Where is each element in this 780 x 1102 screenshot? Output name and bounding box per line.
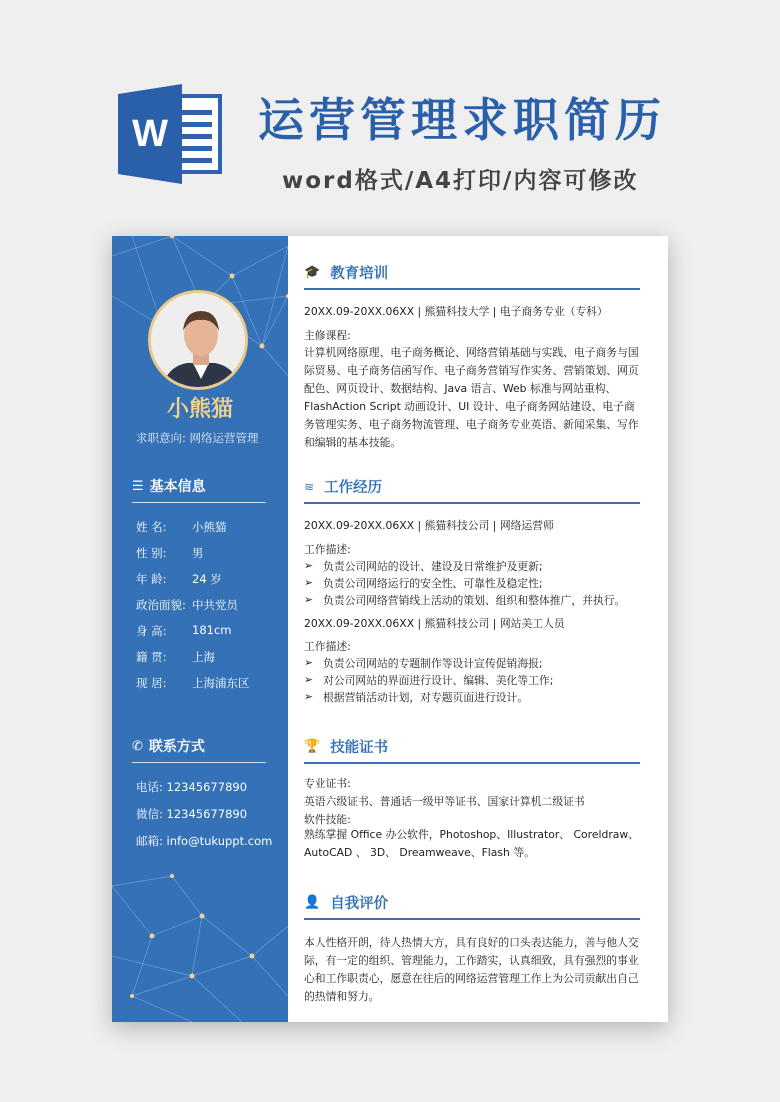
basic-info-header (132, 476, 266, 503)
job-2-item: ➢ 对公司网站的界面进行设计、编辑、美化等工作; (304, 673, 554, 687)
layers-icon: ≋ (304, 479, 315, 494)
job-2-desc-label: 工作描述: (304, 640, 351, 653)
self-eval-header (304, 892, 640, 920)
info-row-residence: 现 居: 上海浦东区 (136, 676, 250, 690)
job-intent (136, 430, 259, 446)
cert-text: 英语六级证书、普通话一级甲等证书、国家计算机二级证书 (304, 795, 585, 808)
list-icon: ☰ (132, 478, 144, 494)
contact-title: 联系方式 (148, 739, 205, 755)
job-1-item: ➢ 负责公司网络营销线上活动的策划、组织和整体推广，并执行。 (304, 593, 626, 607)
info-row-hometown: 籍 贯: 上海 (136, 650, 215, 664)
education-line: 20XX.09-20XX.06XX | 熊猫科技大学 | 电子商务专业（专科） (304, 305, 608, 318)
courses-text: 计算机网络原理、电子商务概论、网络营销基础与实践、电子商务与国际贸易、电子商务信函写作、电子商务营销写作实务、营销策划、网页 配色、网页设计、数据结构、Java 语言、Web 标准与网站重构、FlashAction Script 动画设计、UI 设计、电子商务网站建设、电子商务管理实务、电子商务物流管理、电子商务专业英语、新闻采集、写作和编辑的基本技能。 (304, 346, 639, 449)
job-1-desc-label: 工作描述: (304, 543, 351, 556)
trophy-icon: 🏆 (304, 739, 321, 754)
candidate-name: 小熊猫 (166, 397, 233, 422)
job-1-item: ➢ 负责公司网络运行的安全性、可靠性及稳定性; (304, 576, 543, 590)
info-row-age: 年 龄: 24 岁 (136, 572, 222, 586)
software-label: 软件技能: (304, 813, 351, 826)
arrow-bullet-icon: ➢ (304, 690, 314, 703)
info-row-name: 姓 名: 小熊猫 (136, 520, 227, 534)
info-row-height: 身 高: 181cm (136, 623, 232, 638)
person-icon: 👤 (304, 895, 321, 910)
cert-label: 专业证书: (304, 777, 351, 790)
arrow-bullet-icon: ➢ (304, 559, 314, 572)
skills-header (304, 736, 640, 764)
info-row-gender: 性 别: 男 (136, 546, 204, 560)
contact-phone: 电话: 12345677890 (136, 780, 248, 794)
self-eval-title: 自我评价 (330, 896, 389, 912)
word-logo-icon (116, 82, 224, 186)
software-text: 熟练掌握 Office 办公软件，Photoshop、Illustrator、 Coreldraw、AutoCAD 、 3D、 Dreamweave、Flash 等。 (304, 828, 640, 859)
resume-main (288, 236, 668, 1022)
self-eval-text: 本人性格开朗，待人热情大方，具有良好的口头表达能力，善与他人交际，有一定的组织、管理能力，工作踏实，认真细致，具有强烈的事业心和工作职责心，愿意在往后的网络运营管理工作上为公司贡献出自己的热情和努力。 (304, 936, 639, 1003)
job-2-line: 20XX.09-20XX.06XX | 熊猫科技公司 | 网站美工人员 (304, 617, 565, 630)
resume-sidebar (112, 236, 288, 1022)
page-subtitle: word格式/A4打印/内容可修改 (282, 168, 639, 194)
contact-email: 邮箱: info@tukuppt.com (136, 834, 273, 848)
courses-label: 主修课程: (304, 329, 351, 342)
arrow-bullet-icon: ➢ (304, 576, 314, 589)
job-intent-label: 求职意向: (136, 431, 186, 445)
svg-text:W: W (132, 113, 168, 155)
education-title: 教育培训 (330, 266, 389, 282)
contact-header (132, 736, 266, 763)
job-1-line: 20XX.09-20XX.06XX | 熊猫科技公司 | 网络运营师 (304, 519, 554, 532)
phone-icon: ✆ (132, 738, 143, 754)
arrow-bullet-icon: ➢ (304, 673, 314, 686)
info-row-political: 政治面貌: 中共党员 (136, 598, 238, 612)
basic-info-title: 基本信息 (149, 479, 206, 495)
resume-page (112, 236, 668, 1022)
skills-title: 技能证书 (330, 740, 389, 756)
page-title: 运营管理求职简历 (258, 93, 666, 147)
job-intent-value: 网络运营管理 (189, 431, 259, 445)
work-title: 工作经历 (324, 480, 383, 496)
arrow-bullet-icon: ➢ (304, 593, 314, 606)
arrow-bullet-icon: ➢ (304, 656, 314, 669)
contact-wechat: 微信: 12345677890 (136, 807, 248, 821)
job-2-item: ➢ 根据营销活动计划，对专题页面进行设计。 (304, 690, 529, 704)
graduation-cap-icon: 🎓 (304, 265, 321, 280)
avatar (148, 290, 248, 390)
work-header (304, 476, 640, 504)
education-header (304, 262, 640, 290)
job-2-item: ➢ 负责公司网站的专题制作等设计宣传促销海报; (304, 656, 543, 670)
job-1-item: ➢ 负责公司网站的设计、建设及日常维护及更新; (304, 559, 543, 573)
